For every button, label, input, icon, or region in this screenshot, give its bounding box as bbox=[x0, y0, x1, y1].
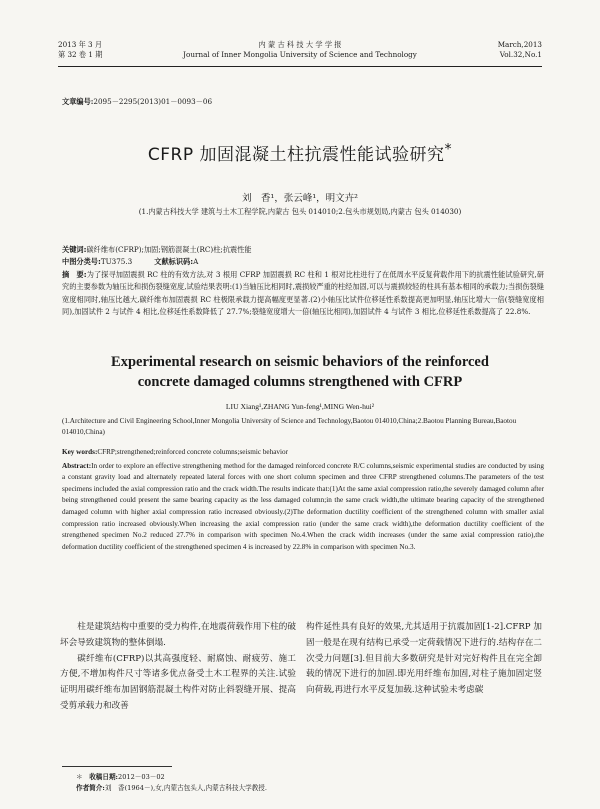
en-front-matter bbox=[62, 447, 544, 553]
keywords-cn bbox=[62, 244, 544, 256]
abstract-en bbox=[62, 461, 544, 554]
issue-date-en: March,2013 bbox=[497, 40, 542, 49]
doc-code-label: 文献标识码: bbox=[154, 257, 194, 267]
keywords-en bbox=[62, 447, 544, 459]
footnote-divider bbox=[62, 766, 172, 767]
volume-issue-en: Vol.32,No.1 bbox=[499, 50, 542, 59]
paper-title-en-line2: concrete damaged columns strengthened with CFRP bbox=[137, 374, 463, 390]
keywords-cn-text: 碳纤维布(CFRP);加固;钢筋混凝土(RC)柱;抗震性能 bbox=[86, 245, 252, 254]
keywords-en-label: Key words: bbox=[62, 448, 98, 456]
header-right bbox=[498, 40, 542, 60]
abstract-cn-label: 摘 要: bbox=[62, 269, 87, 279]
body-column-right bbox=[306, 620, 542, 699]
abstract-cn bbox=[62, 269, 544, 319]
body-paragraph: 碳纤维布(CFRP)以其高强度轻、耐腐蚀、耐疲劳、施工方便,不增加构件尺寸等诸多优点备受土木工程界的关注.试验证明用碳纤维布加固钢筋混凝土构件对防止斜裂缝开展、提高受剪承载力和改善 bbox=[60, 653, 296, 711]
footnote-author bbox=[76, 782, 267, 792]
paper-title-en bbox=[0, 352, 600, 392]
body-paragraph: 构件延性具有良好的效果,尤其适用于抗震加固[1-2].CFRP 加固一般是在现有结构已承受一定荷载情况下进行的.结构存在二次受力问题[3].但目前大多数研究是针对完好构件且在完全卸载的情况下进行的加固.即光用纤维布加固,对柱子施加固定竖向荷载,再进行水平反复加载.这种试验未考虑碳 bbox=[306, 622, 542, 696]
running-header bbox=[58, 40, 542, 67]
journal-name-cn: 内 蒙 古 科 技 大 学 学 报 bbox=[258, 40, 342, 49]
keywords-en-text: CFRP;strengthened;reinforced concrete columns;seismic behavior bbox=[97, 448, 288, 456]
received-label: ＊ 收稿日期: bbox=[76, 773, 118, 781]
journal-name-en: Journal of Inner Mongolia University of Science and Technology bbox=[183, 50, 417, 59]
article-number bbox=[62, 97, 212, 107]
paper-title-cn-text: CFRP 加固混凝土柱抗震性能试验研究 bbox=[147, 145, 445, 165]
abstract-cn-text: 为了探寻加固震损 RC 柱的有效方法,对 3 根用 CFRP 加固震损 RC 柱和 1 根对比柱进行了在低周水平反复荷载作用下的抗震性能试验研究,研究的主要参数为轴压比和损伤裂缝宽度,试验结果表明:(1)当轴压比相同时,震损较严重的柱经加固,可以与震损较轻的柱具有基本相同的承载力;当损伤裂缝宽度相同时,轴压比越大,碳纤维布加固震损 RC 柱极限承载力提高幅度更显著.(2)小轴压比试件位移延性系数提高更加明显,轴压比增大一倍(裂缝宽度相同),加固试件 2 与试件 4 相比,位移延性系数降低了 27.7%;裂缝宽度增大一倍(轴压比相同),加固试件 4 与试件 3 相比,位移延性系数提高了 22.8%. bbox=[62, 269, 545, 317]
volume-issue-cn: 第 32 卷 1 期 bbox=[58, 50, 103, 59]
classification-line bbox=[62, 256, 544, 268]
doc-code-value: A bbox=[193, 257, 199, 267]
body-column-left bbox=[60, 620, 296, 715]
author-bio-text: 刘 香(1964－),女,内蒙古包头人,内蒙古科技大学教授. bbox=[104, 784, 267, 792]
authors-cn: 刘 香¹，张云峰¹，明文卉² bbox=[242, 193, 358, 204]
clc-code bbox=[62, 256, 132, 268]
paper-title-cn bbox=[0, 140, 600, 165]
clc-value: TU375.3 bbox=[100, 257, 133, 267]
issue-date: 2013 年 3 月 bbox=[58, 40, 103, 49]
keywords-cn-label: 关键词: bbox=[62, 245, 87, 254]
clc-label: 中图分类号: bbox=[62, 257, 101, 267]
footnote-received bbox=[76, 771, 165, 781]
authors-en: LIU Xiang¹,ZHANG Yun-feng¹,MING Wen-hui² bbox=[225, 402, 375, 411]
article-number-value: 2095－2295(2013)01－0093－06 bbox=[93, 97, 213, 106]
author-bio-label: 作者简介: bbox=[76, 784, 105, 792]
affiliation-en: (1.Architecture and Civil Engineering School,Inner Mongolia University of Science and Technology,Baotou 014010,China;2.Baotou Planning Bureau,Baotou 014010,China) bbox=[62, 417, 517, 436]
received-date: 2012－03－02 bbox=[118, 773, 165, 781]
abstract-en-text: In order to explore an effective strengthening method for the damaged reinforced concrete R/C columns,seismic experimental studies are conducted by using a constant gravity load and alternately repeated lateral forces with one short column specimen and three CFRP strengthened columns.The parameters of the test specimens included the axial compression ratio and the crack width.The results indicate that:(1)At the same axial compression ratio,the severely damaged column after being strengthened could present the same bearing capacity as the less damaged column;in the same crack width,the ultimate bearing capacity of the strengthened damaged column with higher axial compression ratio increased obviously.(2)The deformation ductility coefficient of the strengthened column with smaller axial compression ratio increased obviously.When increasing the axial compression ratio (under the same crack width),the deformation ductility coefficient of the strengthened specimen No.2 reduced 27.7% in comparison with specimen No.4.When the crack width increases (under the same axial compression ratio),the deformation ductility coefficient of the strengthened specimen 4 is increased by 22.8% in comparison with specimen No.3. bbox=[62, 461, 544, 551]
paper-title-en-line1: Experimental research on seismic behaviors of the reinforced bbox=[111, 354, 489, 370]
affiliation-cn: (1.内蒙古科技大学 建筑与土木工程学院,内蒙古 包头 014010;2.包头市规划局,内蒙古 包头 014030) bbox=[138, 207, 462, 216]
received-label-text: 收稿日期: bbox=[89, 773, 118, 781]
article-number-label: 文章编号: bbox=[62, 97, 94, 106]
header-center bbox=[58, 40, 542, 60]
cn-front-matter bbox=[62, 244, 544, 318]
body-paragraph: 柱是建筑结构中重要的受力构件,在地震荷载作用下柱的破坏会导致建筑物的整体倒塌. bbox=[60, 622, 296, 648]
document-code bbox=[154, 256, 198, 268]
title-footnote-mark: * bbox=[444, 141, 453, 158]
abstract-en-label: Abstract: bbox=[62, 461, 92, 470]
